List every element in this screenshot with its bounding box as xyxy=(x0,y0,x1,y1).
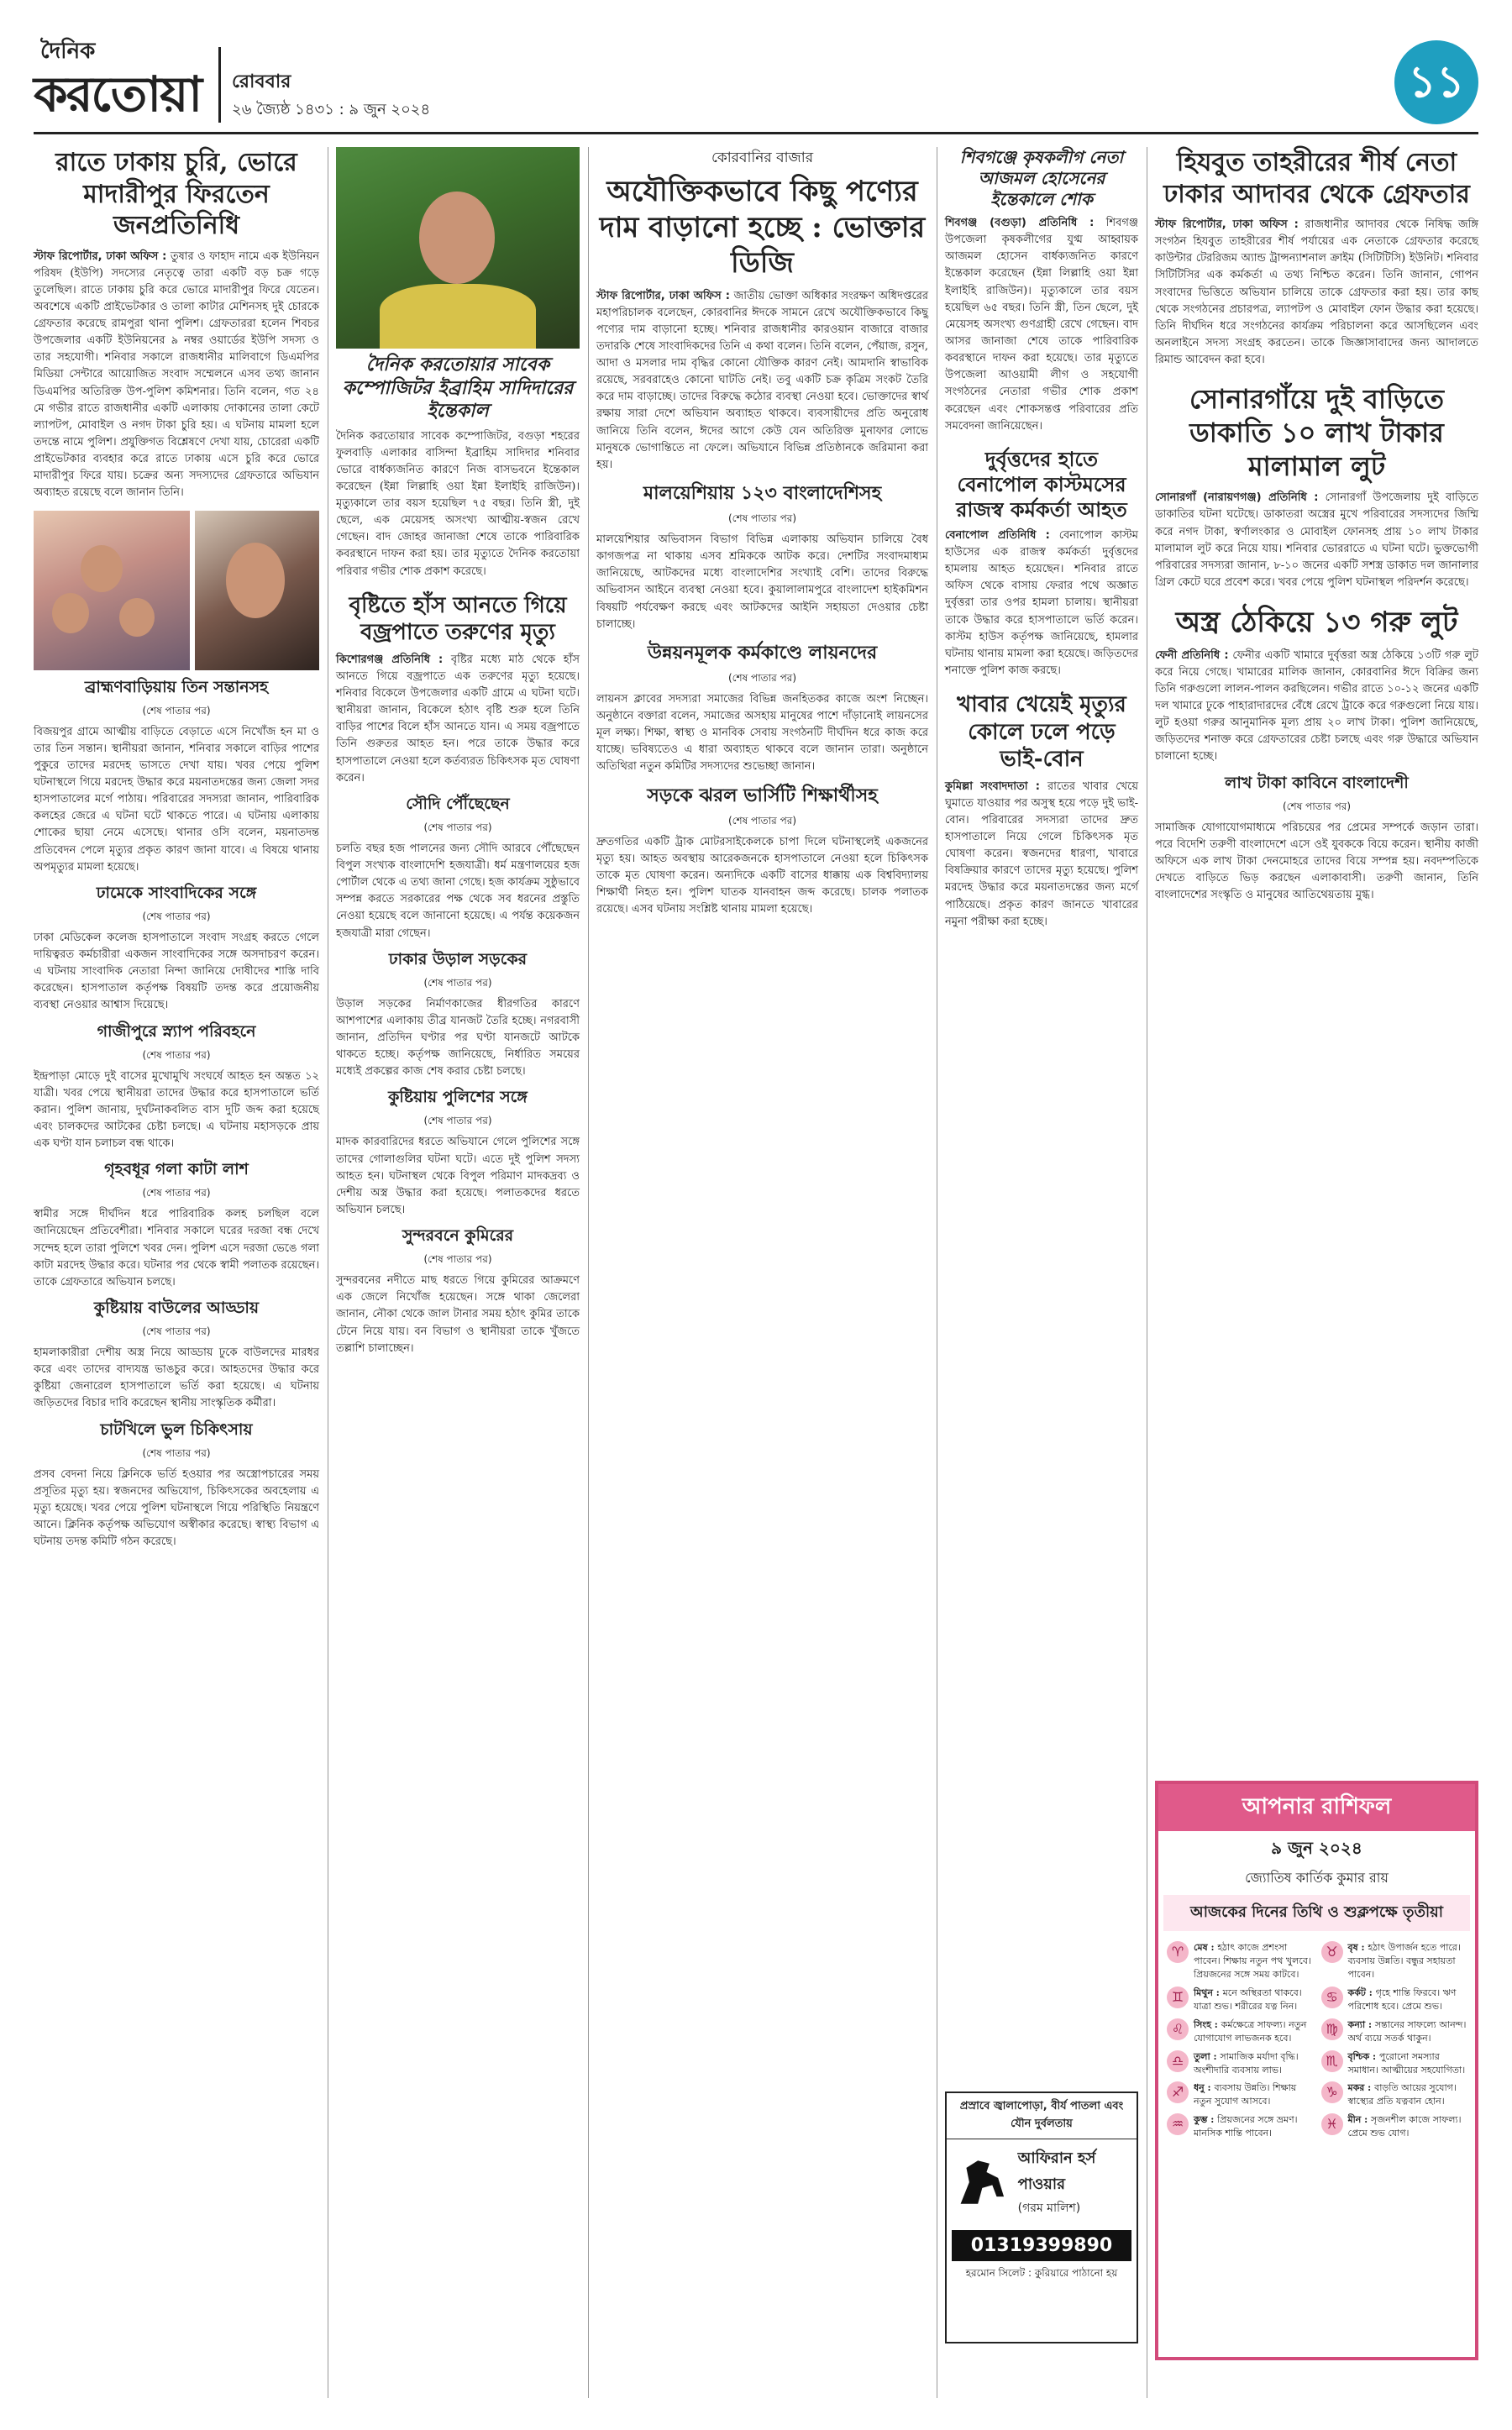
zodiac-icon: ♒ xyxy=(1167,2113,1189,2135)
horoscope-box xyxy=(1155,1781,1478,2360)
issue-date: ২৬ জ্যৈষ্ঠ ১৪৩১ : ৯ জুন ২০২৪ xyxy=(232,101,431,118)
zodiac-icon: ♉ xyxy=(1321,1941,1343,1963)
ad-footer: হরমোন সিলেট : কুরিয়ারে পাঠানো হয় xyxy=(965,2267,1118,2279)
zodiac-icon: ♑ xyxy=(1321,2081,1343,2103)
headline: কুষ্টিয়ায় পুলিশের সঙ্গে xyxy=(388,1088,528,1107)
woman-photo xyxy=(195,511,319,670)
advertisement xyxy=(945,2091,1138,2343)
newspaper-logo xyxy=(34,34,210,126)
article-body: রাজধানীর আদাবর থেকে নিষিদ্ধ জঙ্গি সংগঠন হিযবুত তাহরীরের শীর্ষ পর্যায়ের এক নেতাকে গ্রেফতার করেছে কাউন্টার টেররিজম অ্যান্ড ট্রান্সন্যাশনাল ক্রাইম (সিটিটিসি) ইউনিট। শনিবার সিটিটিসির এক কর্মকর্তা এ তথ্য নিশ্চিত করেন। তিনি জানান, গোপন সংবাদের ভিত্তিতে অভিযান চালিয়ে তাকে গ্রেফতার করা হয়। তার কাছ থেকে সংগঠনের প্রচারপত্র, ল্যাপটপ ও মোবাইল ফোন উদ্ধার করা হয়েছে। তিনি দীর্ঘদিন ধরে সংগঠনের কার্যক্রম পরিচালনা করে আসছিলেন এবং অনলাইনে সদস্য সংগ্রহ করতেন। তাকে জিজ্ঞাসাবাদের জন্য আদালতে রিমান্ড আবেদন করা হবে। xyxy=(1155,218,1478,367)
zodiac-name: মিথুন : xyxy=(1194,1987,1223,1998)
byline: স্টাফ রিপোর্টার, ঢাকা অফিস : xyxy=(596,289,730,302)
headline: রাতে ঢাকায় চুরি, ভোরে মাদারীপুর ফিরতেন জনপ্রতিনিধি xyxy=(55,148,297,240)
continued-label: (শেষ পাতার পর) xyxy=(142,1187,211,1199)
logo-small-text: দৈনিক xyxy=(40,39,96,64)
zodiac-item xyxy=(1321,2018,1467,2045)
headline: খাবার খেয়েই মৃত্যুর কোলে ঢলে পড়ে ভাই-বোন xyxy=(957,692,1126,773)
headline: ঢাকার উড়াল সড়কের xyxy=(388,949,528,968)
zodiac-text xyxy=(1348,2018,1467,2045)
article-body: বৃষ্টির মধ্যে মাঠ থেকে হাঁস আনতে গিয়ে বজ্রপাতে এক তরুণের মৃত্যু হয়েছে। শনিবার বিকেলে উপজেলার একটি গ্রামে এ ঘটনা ঘটে। স্থানীয়রা জানান, বিকেলে হঠাৎ বৃষ্টি শুরু হলে তিনি বাড়ির পাশের বিলে হাঁস আনতে যান। এ সময় বজ্রপাতে তিনি গুরুতর আহত হন। পরে তাকে উদ্ধার করে হাসপাতালে নেওয়া হলে কর্তব্যরত চিকিৎসক মৃত ঘোষণা করেন। xyxy=(336,653,580,785)
column-5 xyxy=(1155,147,1478,904)
zodiac-text xyxy=(1194,2113,1313,2140)
headline: উন্নয়নমূলক কর্মকাণ্ডে লায়নদের xyxy=(647,641,878,664)
zodiac-forecast: বাড়তি আয়ের সুযোগ। স্বাস্থ্যের প্রতি যত্নবান হোন। xyxy=(1347,2082,1457,2107)
zodiac-forecast: গৃহে শান্তি ফিরবে। ঋণ পরিশোধ হবে। প্রেমে শুভ। xyxy=(1347,1987,1457,2012)
continued-label: (শেষ পাতার পর) xyxy=(727,814,797,827)
headline: সড়কে ঝরল ভার্সিটি শিক্ষার্থীসহ xyxy=(647,784,878,806)
zodiac-name: মীন : xyxy=(1347,2114,1372,2126)
headline: বৃষ্টিতে হাঁস আনতে গিয়ে বজ্রপাতে তরুণের মৃত্যু xyxy=(349,592,567,646)
zodiac-forecast: মনে অস্থিরতা থাকবে। যাত্রা শুভ। শরীরের যত্ন নিন। xyxy=(1194,1987,1302,2012)
continued-label: (শেষ পাতার পর) xyxy=(142,910,211,922)
zodiac-name: ধনু : xyxy=(1194,2082,1215,2094)
column-2 xyxy=(336,147,580,1357)
zodiac-item xyxy=(1167,2050,1313,2077)
horoscope-author: জ্যোতিষ কার্তিক কুমার রায় xyxy=(1245,1870,1389,1886)
article-body: স্বামীর সঙ্গে দীর্ঘদিন ধরে পারিবারিক কলহ চলছিল বলে জানিয়েছেন প্রতিবেশীরা। শনিবার সকালে ঘরের দরজা বন্ধ দেখে সন্দেহ হলে তারা পুলিশে খবর দেন। পুলিশ এসে দরজা ভেঙে গলা কাটা মরদেহ উদ্ধার করে। ঘটনার পর থেকে স্বামী পলাতক রয়েছেন। তাকে গ্রেফতারে অভিযান চলছে। xyxy=(34,1208,319,1288)
article-body: দৈনিক করতোয়ার সাবেক কম্পোজিটর, বগুড়া শহরের ফুলবাড়ি এলাকার বাসিন্দা ইব্রাহিম সাদিদার শনিবার ভোরে বার্ধক্যজনিত কারণে নিজ বাসভবনে ইন্তেকাল করেছেন (ইন্না লিল্লাহি ওয়া ইন্না ইলাইহি রাজিউন)। মৃত্যুকালে তার বয়স হয়েছিল ৭৫ বছর। তিনি স্ত্রী, দুই ছেলে, এক মেয়েসহ অসংখ্য আত্মীয়-স্বজন রেখে গেছেন। বাদ জোহর জানাজা শেষে তাকে পারিবারিক কবরস্থানে দাফন করা হয়। তার মৃত্যুতে দৈনিক করতোয়া পরিবার গভীর শোক প্রকাশ করেছে। xyxy=(336,429,580,578)
zodiac-text xyxy=(1194,2050,1313,2077)
zodiac-icon: ♍ xyxy=(1321,2018,1343,2040)
article-body: সামাজিক যোগাযোগমাধ্যমে পরিচয়ের পর প্রেমের সম্পর্কে জড়ান তারা। পরে বিদেশি তরুণী বাংলাদেশে এসে ওই যুবককে বিয়ে করেন। স্থানীয় কাজী অফিসে এক লাখ টাকা দেনমোহরে তাদের বিয়ে সম্পন্ন হয়। নবদম্পতিকে দেখতে বাড়িতে ভিড় করছেন এলাকাবাসী। তরুণী জানান, তিনি বাংলাদেশের সংস্কৃতি ও মানুষের আতিথেয়তায় মুগ্ধ। xyxy=(1155,821,1478,902)
article-body: মালয়েশিয়ার অভিবাসন বিভাগ বিভিন্ন এলাকায় অভিযান চালিয়ে বৈধ কাগজপত্র না থাকায় এসব শ্রমিককে আটক করে। দেশটির সংবাদমাধ্যম জানিয়েছে, আটকদের মধ্যে বাংলাদেশির সংখ্যাই বেশি। তাদের বিরুদ্ধে অভিবাসন আইনে ব্যবস্থা নেওয়া হবে। কুয়ালালামপুরে বাংলাদেশ হাইকমিশন বিষয়টি পর্যবেক্ষণ করছে এবং আটকদের আইনি সহায়তা দেওয়ার চেষ্টা চালাচ্ছে। xyxy=(596,533,928,631)
headline: চাটখিলে ভুল চিকিৎসায় xyxy=(100,1420,253,1439)
headline: দুর্বৃত্তদের হাতে বেনাপোল কাস্টমসের রাজস্ব কর্মকর্তা আহত xyxy=(956,446,1127,522)
article-body: সোনারগাঁ উপজেলায় দুই বাড়িতে ডাকাতির ঘটনা ঘটেছে। ডাকাতরা অস্ত্রের মুখে পরিবারের সদস্যদের জিম্মি করে নগদ টাকা, স্বর্ণালংকার ও মোবাইল ফোনসহ প্রায় ১০ লাখ টাকার মালামাল লুট করে নিয়ে যায়। শনিবার ভোররাতে এ ঘটনা ঘটে। ভুক্তভোগী পরিবারের সদস্যরা জানান, ৮-১০ জনের একটি সশস্ত্র ডাকাত দল জানালার গ্রিল কেটে ঘরে প্রবেশ করে। খবর পেয়ে পুলিশ ঘটনাস্থল পরিদর্শন করেছে। xyxy=(1155,491,1478,589)
horse-icon xyxy=(953,2149,1011,2216)
zodiac-name: কন্যা : xyxy=(1347,2018,1375,2030)
zodiac-text xyxy=(1194,1987,1313,2013)
zodiac-forecast: প্রিয়জনের সঙ্গে ভ্রমণ। মানসিক শান্তি পাবেন। xyxy=(1194,2114,1298,2139)
article-body: বিজয়পুর গ্রামে আত্মীয় বাড়িতে বেড়াতে এসে নিখোঁজ হন মা ও তার তিন সন্তান। স্থানীয়রা জানান, শনিবার সকালে বাড়ির পাশের পুকুরে তাদের মরদেহ ভাসতে দেখা যায়। খবর পেয়ে পুলিশ ঘটনাস্থলে গিয়ে মরদেহ উদ্ধার করে ময়নাতদন্তের জন্য জেলা সদর হাসপাতালের মর্গে পাঠায়। পরিবারের সদস্যরা জানান, পারিবারিক কলহের জেরে এ ঘটনা ঘটে থাকতে পারে। এ ঘটনায় এলাকায় শোকের ছায়া নেমে এসেছে। থানার ওসি বলেন, ময়নাতদন্ত প্রতিবেদন পেলে মৃত্যুর প্রকৃত কারণ জানা যাবে। এ বিষয়ে থানায় অপমৃত্যুর মামলা হয়েছে। xyxy=(34,725,319,874)
headline: অস্ত্র ঠেকিয়ে ১৩ গরু লুট xyxy=(1175,606,1458,640)
continued-label: (শেষ পাতার পর) xyxy=(142,1048,211,1061)
zodiac-icon: ♎ xyxy=(1167,2050,1189,2072)
zodiac-name: কুম্ভ : xyxy=(1194,2114,1218,2126)
article-body: দ্রুতগতির একটি ট্রাক মোটরসাইকেলকে চাপা দিলে ঘটনাস্থলেই একজনের মৃত্যু হয়। আহত অবস্থায় আরেকজনকে হাসপাতালে নেওয়া হলে চিকিৎসক তাকে মৃত ঘোষণা করেন। অন্যদিকে একটি বাসের ধাক্কায় এক বিশ্ববিদ্যালয় শিক্ষার্থী নিহত হন। পুলিশ ঘাতক যানবাহন জব্দ করেছে। চালক পলাতক রয়েছে। এসব ঘটনায় সংশ্লিষ্ট থানায় মামলা হয়েছে। xyxy=(596,835,928,916)
continued-label: (শেষ পাতার পর) xyxy=(423,1253,492,1266)
zodiac-text xyxy=(1348,1987,1467,2013)
kicker: কোরবানির বাজার xyxy=(711,150,814,166)
horoscope-title: আপনার রাশিফল xyxy=(1158,1784,1475,1831)
zodiac-text xyxy=(1348,2113,1467,2140)
column-1 xyxy=(34,147,319,1551)
byline: স্টাফ রিপোর্টার, ঢাকা অফিস : xyxy=(34,249,167,263)
obituary-headline: দৈনিক করতোয়ার সাবেক কম্পোজিটর ইব্রাহিম সাদিদারের ইন্তেকাল xyxy=(342,354,574,422)
zodiac-text xyxy=(1348,2050,1467,2077)
continued-label: (শেষ পাতার পর) xyxy=(1282,800,1352,812)
article-body: ইন্দ্রপাড়া মোড়ে দুই বাসের মুখোমুখি সংঘর্ষে আহত হন অন্তত ১২ যাত্রী। খবর পেয়ে স্থানীয়রা তাদের উদ্ধার করে হাসপাতালে ভর্তি করান। পুলিশ জানায়, দুর্ঘটনাকবলিত বাস দুটি জব্দ করা হয়েছে এবং চালকদের আটকের চেষ্টা চলছে। এ ঘটনায় মহাসড়কে প্রায় এক ঘণ্টা যান চলাচল বন্ধ থাকে। xyxy=(34,1069,319,1151)
byline: ফেনী প্রতিনিধি : xyxy=(1155,648,1229,662)
column-4 xyxy=(945,147,1138,931)
zodiac-forecast: সন্তানের সাফল্যে আনন্দ। অর্থ ব্যয়ে সতর্ক থাকুন। xyxy=(1347,2018,1467,2044)
ad-tagline: প্রস্রাবে জ্বালাপোড়া, বীর্য পাতলা এবং যৌন দুর্বলতায় xyxy=(947,2093,1137,2139)
horoscope-tithi: আজকের দিনের তিথি ও শুক্লপক্ষে তৃতীয়া xyxy=(1163,1895,1470,1931)
headline: হিযবুত তাহরীরের শীর্ষ নেতা ঢাকার আদাবর থেকে গ্রেফতার xyxy=(1163,148,1470,209)
article-body: তুষার ও ফাহাদ নামে এক ইউনিয়ন পরিষদ (ইউপি) সদস্যের নেতৃত্বে তারা একটি বড় চক্র গড়ে তুলেছিল। রাতে ঢাকায় চুরি করে ভোরে মাদারীপুর ফিরে যেতেন। অবশেষে একটি প্রাইভেটকার ও তালা কাটার মেশিনসহ দুই চোরকে গ্রেফতার করেছে রামপুরা থানা পুলিশ। গ্রেফতাররা হলেন শিবচর উপজেলার একটি ইউনিয়নের ৯ নম্বর ওয়ার্ডের ইউপি সদস্য ও তার সহযোগী। শনিবার সকালে রাজধানীর মালিবাগে ডিএমপির মিডিয়া সেন্টারে আয়োজিত সংবাদ সম্মেলনে এসব তথ্য জানান ডিএমপির অতিরিক্ত উপ-পুলিশ কমিশনার। তিনি বলেন, গত ২৪ মে গভীর রাতে রাজধানীর একটি এলাকায় দোকানের তালা কেটে ল্যাপটপ, মোবাইল ও নগদ টাকা চুরি হয়। এ ঘটনায় মামলা হলে তদন্তে নামে পুলিশ। প্রযুক্তিগত বিশ্লেষণে দেখা যায়, চোরেরা একটি প্রাইভেটকার ব্যবহার করে রাতে ঢাকায় এসে চুরি করে ভোরে মাদারীপুর ফিরে যায়। চক্রের অন্য সদস্যদের গ্রেফতারে অভিযান অব্যাহত রয়েছে বলে জানান তিনি। xyxy=(34,249,319,500)
headline: সুন্দরবনে কুমিরের xyxy=(402,1226,514,1246)
headline: সৌদি পৌঁছেছেন xyxy=(406,794,510,813)
zodiac-icon: ♈ xyxy=(1167,1941,1189,1963)
zodiac-name: মকর : xyxy=(1347,2082,1375,2094)
zodiac-text xyxy=(1348,1941,1467,1981)
column-3 xyxy=(596,147,928,918)
zodiac-name: সিংহ : xyxy=(1194,2018,1221,2030)
article xyxy=(34,147,319,502)
article-body: সুন্দরবনের নদীতে মাছ ধরতে গিয়ে কুমিরের আক্রমণে এক জেলে নিখোঁজ হয়েছেন। সঙ্গে থাকা জেলেরা জানান, নৌকা থেকে জাল টানার সময় হঠাৎ কুমির তাকে টেনে নিয়ে যায়। বন বিভাগ ও স্থানীয়রা তাকে খুঁজতে তল্লাশি চালাচ্ছেন। xyxy=(336,1274,580,1355)
zodiac-forecast: পুরোনো সমস্যার সমাধান। আত্মীয়ের সহযোগিতা। xyxy=(1347,2050,1466,2076)
zodiac-name: বৃষ : xyxy=(1347,1942,1368,1953)
ad-subtitle: (গরম মালিশ) xyxy=(1017,2202,1081,2215)
zodiac-forecast: হঠাৎ কাজে প্রশংসা পাবেন। শিক্ষায় নতুন পথ খুলবে। প্রিয়জনের সঙ্গে সময় কাটবে। xyxy=(1194,1942,1311,1980)
zodiac-forecast: সৃজনশীল কাজে সাফল্য। প্রেমে শুভ যোগ। xyxy=(1347,2114,1462,2139)
zodiac-item xyxy=(1167,1941,1313,1981)
zodiac-list xyxy=(1158,1936,1475,2145)
zodiac-item xyxy=(1321,1987,1467,2013)
issue-day: রোববার xyxy=(232,71,291,92)
zodiac-icon: ♓ xyxy=(1321,2113,1343,2135)
zodiac-icon: ♏ xyxy=(1321,2050,1343,2072)
horoscope-date: ৯ জুন ২০২৪ xyxy=(1271,1838,1362,1858)
zodiac-text xyxy=(1194,2018,1313,2045)
article-body: উড়াল সড়কের নির্মাণকাজের ধীরগতির কারণে আশপাশের এলাকায় তীব্র যানজট তৈরি হচ্ছে। নগরবাসী জানান, প্রতিদিন ঘণ্টার পর ঘণ্টা যানজটে আটকে থাকতে হচ্ছে। কর্তৃপক্ষ জানিয়েছে, নির্ধারিত সময়ের মধ্যেই প্রকল্পের কাজ শেষ করার চেষ্টা চলছে। xyxy=(336,997,580,1079)
zodiac-item xyxy=(1321,2050,1467,2077)
masthead xyxy=(34,34,1478,134)
headline: ব্রাহ্মণবাড়িয়ায় তিন সন্তানসহ xyxy=(84,677,269,696)
byline: কিশোরগঞ্জ প্রতিনিধি : xyxy=(336,653,444,666)
zodiac-item xyxy=(1167,1987,1313,2013)
headline: অযৌক্তিকভাবে কিছু পণ্যের দাম বাড়ানো হচ্ছে : ভোক্তার ডিজি xyxy=(599,175,926,280)
photo-row xyxy=(34,511,319,670)
article-body: বেনাপোল কাস্টম হাউসের এক রাজস্ব কর্মকর্তা দুর্বৃত্তদের হামলায় আহত হয়েছেন। শনিবার রাতে অফিস থেকে বাসায় ফেরার পথে অজ্ঞাত দুর্বৃত্তরা তার ওপর হামলা চালায়। স্থানীয়রা তাকে উদ্ধার করে হাসপাতালে ভর্তি করেন। কাস্টম হাউস কর্তৃপক্ষ জানিয়েছে, হামলার ঘটনায় থানায় মামলা করা হয়েছে। জড়িতদের শনাক্তে পুলিশ কাজ করছে। xyxy=(945,528,1138,677)
byline: শিবগঞ্জ (বগুড়া) প্রতিনিধি : xyxy=(945,217,1095,229)
zodiac-text xyxy=(1194,2081,1313,2108)
zodiac-forecast: হঠাৎ উপার্জন হতে পারে। ব্যবসায় উন্নতি। বন্ধুর সহায়তা পাবেন। xyxy=(1347,1942,1461,1980)
article-body: জাতীয় ভোক্তা অধিকার সংরক্ষণ অধিদপ্তরের মহাপরিচালক বলেছেন, কোরবানির ঈদকে সামনে রেখে অযৌক্তিকভাবে কিছু পণ্যের দাম বাড়ানো হচ্ছে। শনিবার রাজধানীর কারওয়ান বাজারে বাজার তদারকি শেষে সাংবাদিকদের তিনি এ কথা বলেন। তিনি বলেন, পেঁয়াজ, রসুন, আদা ও মসলার দাম বৃদ্ধির কোনো যৌক্তিক কারণ নেই। আমদানি স্বাভাবিক রয়েছে, সরবরাহেও কোনো ঘাটতি নেই। তবু একটি চক্র কৃত্রিম সংকট তৈরি করে দাম বাড়াচ্ছে। তাদের বিরুদ্ধে কঠোর ব্যবস্থা নেওয়া হবে। ভোক্তাদের স্বার্থ রক্ষায় সারা দেশে অভিযান অব্যাহত থাকবে। ব্যবসায়ীদের প্রতি অনুরোধ জানিয়ে তিনি বলেন, ঈদের আগে কেউ যেন অতিরিক্ত মুনাফার লোভে মানুষকে ভোগান্তিতে না ফেলে। অভিযানে বিভিন্ন প্রতিষ্ঠানকে জরিমানা করা হয়। xyxy=(596,289,929,471)
headline: ঢামেকে সাংবাদিকের সঙ্গে xyxy=(96,883,257,902)
continued-label: (শেষ পাতার পর) xyxy=(142,1446,211,1459)
page-number: ১১ xyxy=(1394,40,1478,124)
zodiac-item xyxy=(1167,2081,1313,2108)
continued-label: (শেষ পাতার পর) xyxy=(423,1115,492,1127)
headline: শিবগঞ্জে কৃষকলীগ নেতা আজমল হোসেনের ইন্তেকালে শোক xyxy=(959,147,1124,209)
article-body: প্রসব বেদনা নিয়ে ক্লিনিকে ভর্তি হওয়ার পর অস্ত্রোপচারের সময় প্রসূতির মৃত্যু হয়। স্বজনদের অভিযোগ, চিকিৎসকের অবহেলায় এ মৃত্যু হয়েছে। খবর পেয়ে পুলিশ ঘটনাস্থলে গিয়ে পরিস্থিতি নিয়ন্ত্রণে আনে। ক্লিনিক কর্তৃপক্ষ অভিযোগ অস্বীকার করেছে। স্বাস্থ্য বিভাগ এ ঘটনায় তদন্ত কমিটি গঠন করেছে। xyxy=(34,1467,319,1549)
zodiac-forecast: কর্মক্ষেত্রে সাফল্য। নতুন যোগাযোগ লাভজনক হবে। xyxy=(1194,2018,1307,2044)
zodiac-text xyxy=(1194,1941,1313,1981)
zodiac-name: কর্কট : xyxy=(1347,1987,1376,1998)
headline: কুষ্টিয়ায় বাউলের আড্ডায় xyxy=(93,1298,260,1317)
byline: স্টাফ রিপোর্টার, ঢাকা অফিস : xyxy=(1155,218,1299,231)
zodiac-icon: ♊ xyxy=(1167,1987,1189,2008)
headline: সোনারগাঁয়ে দুই বাড়িতে ডাকাতি ১০ লাখ টাকার মালামাল লুট xyxy=(1189,383,1445,483)
zodiac-item xyxy=(1321,2081,1467,2108)
byline: কুমিল্লা সংবাদদাতা : xyxy=(945,779,1041,793)
article-body: লায়নস ক্লাবের সদস্যরা সমাজের বিভিন্ন জনহিতকর কাজে অংশ নিচ্ছেন। অনুষ্ঠানে বক্তারা বলেন, সমাজের অসহায় মানুষের পাশে দাঁড়ানোই লায়নসের মূল লক্ষ্য। শিক্ষা, স্বাস্থ্য ও মানবিক সেবায় সংগঠনটি দীর্ঘদিন ধরে কাজ করে যাচ্ছে। ভবিষ্যতেও এ ধারা অব্যাহত থাকবে বলে জানান তারা। অনুষ্ঠানে অতিথিরা নতুন কমিটির সদস্যদের শুভেচ্ছা জানান। xyxy=(596,692,928,774)
zodiac-icon: ♋ xyxy=(1321,1987,1343,2008)
zodiac-name: তুলা : xyxy=(1194,2050,1221,2062)
headline: মালয়েশিয়ায় ১২৩ বাংলাদেশিসহ xyxy=(643,482,882,505)
children-photo xyxy=(34,511,190,670)
ad-brand: আফিরান হর্স পাওয়ার xyxy=(1017,2149,1096,2193)
continued-label: (শেষ পাতার পর) xyxy=(727,512,797,525)
byline: সোনারগাঁ (নারায়ণগঞ্জ) প্রতিনিধি : xyxy=(1155,491,1319,505)
headline: গাজীপুরে স্ন্যাপ পরিবহনে xyxy=(97,1021,256,1041)
article-body: ফেনীর একটি খামারে দুর্বৃত্তরা অস্ত্র ঠেকিয়ে ১৩টি গরু লুট করে নিয়ে গেছে। খামারের মালিক জানান, কোরবানির ঈদে বিক্রির জন্য তিনি গরুগুলো লালন-পালন করছিলেন। গভীর রাতে ১০-১২ জনের একটি দল খামারে ঢুকে পাহারাদারদের বেঁধে রেখে ট্রাকে করে গরুগুলো নিয়ে যায়। লুট হওয়া গরুর আনুমানিক মূল্য প্রায় ২০ লাখ টাকা। পুলিশ জানিয়েছে, জড়িতদের শনাক্ত করে গ্রেফতারের চেষ্টা চলছে এবং গরু উদ্ধারে অভিযান চালানো হচ্ছে। xyxy=(1155,648,1478,764)
article-body: রাতের খাবার খেয়ে ঘুমাতে যাওয়ার পর অসুস্থ হয়ে পড়ে দুই ভাই-বোন। পরিবারের সদস্যরা তাদের দ্রুত হাসপাতালে নিয়ে গেলে চিকিৎসক মৃত ঘোষণা করেন। স্বজনদের ধারণা, খাবারে বিষক্রিয়ার কারণে তাদের মৃত্যু হয়েছে। পুলিশ মরদেহ উদ্ধার করে ময়নাতদন্তের জন্য মর্গে পাঠিয়েছে। প্রকৃত কারণ জানতে খাবারের নমুনা পরীক্ষা করা হচ্ছে। xyxy=(945,779,1138,928)
article-body: চলতি বছর হজ পালনের জন্য সৌদি আরবে পৌঁছেছেন বিপুল সংখ্যক বাংলাদেশি হজযাত্রী। ধর্ম মন্ত্রণালয়ের হজ পোর্টাল থেকে এ তথ্য জানা গেছে। হজ কার্যক্রম সুষ্ঠুভাবে সম্পন্ন করতে সরকারের পক্ষ থেকে সব ধরনের প্রস্তুতি নেওয়া হয়েছে বলে জানানো হয়েছে। এ পর্যন্ত কয়েকজন হজযাত্রী মারা গেছেন। xyxy=(336,842,580,940)
obituary-photo xyxy=(336,147,580,349)
article-body: ঢাকা মেডিকেল কলেজ হাসপাতালে সংবাদ সংগ্রহ করতে গেলে দায়িত্বরত কর্মচারীরা একজন সাংবাদিকের সঙ্গে অসদাচরণ করেন। এ ঘটনায় সাংবাদিক নেতারা নিন্দা জানিয়ে দোষীদের শাস্তি দাবি করেছেন। হাসপাতাল কর্তৃপক্ষ বিষয়টি তদন্ত করে প্রয়োজনীয় ব্যবস্থা নেওয়ার আশ্বাস দিয়েছে। xyxy=(34,931,319,1012)
zodiac-item xyxy=(1167,2113,1313,2140)
headline: গৃহবধূর গলা কাটা লাশ xyxy=(104,1160,249,1179)
zodiac-item xyxy=(1321,2113,1467,2140)
continued-label: (শেষ পাতার পর) xyxy=(142,1325,211,1337)
zodiac-text xyxy=(1348,2081,1467,2108)
zodiac-icon: ♌ xyxy=(1167,2018,1189,2040)
byline: বেনাপোল প্রতিনিধি : xyxy=(945,528,1050,542)
masthead-divider xyxy=(218,47,221,123)
zodiac-icon: ♐ xyxy=(1167,2081,1189,2103)
continued-label: (শেষ পাতার পর) xyxy=(423,976,492,989)
continued-label: (শেষ পাতার পর) xyxy=(142,704,211,716)
continued-label: (শেষ পাতার পর) xyxy=(727,671,797,684)
zodiac-name: বৃশ্চিক : xyxy=(1347,2050,1379,2062)
article-body: হামলাকারীরা দেশীয় অস্ত্র নিয়ে আড্ডায় ঢুকে বাউলদের মারধর করে এবং তাদের বাদ্যযন্ত্র ভাঙচুর করে। আহতদের উদ্ধার করে কুষ্টিয়া জেনারেল হাসপাতালে ভর্তি করা হয়েছে। এ ঘটনায় জড়িতদের বিচার দাবি করেছেন স্থানীয় সাংস্কৃতিক কর্মীরা। xyxy=(34,1346,319,1410)
zodiac-forecast: ব্যবসায় উন্নতি। শিক্ষায় নতুন সুযোগ আসবে। xyxy=(1194,2082,1297,2107)
article-body: শিবগঞ্জ উপজেলা কৃষকলীগের যুগ্ম আহ্বায়ক আজমল হোসেন বার্ধক্যজনিত কারণে ইন্তেকাল করেছেন (ইন্না লিল্লাহি ওয়া ইন্না ইলাইহি রাজিউন)। মৃত্যুকালে তার বয়স হয়েছিল ৬৫ বছর। তিনি স্ত্রী, তিন ছেলে, দুই মেয়েসহ অসংখ্য গুণগ্রাহী রেখে গেছেন। বাদ আসর জানাজা শেষে তাকে পারিবারিক কবরস্থানে দাফন করা হয়েছে। তার মৃত্যুতে উপজেলা আওয়ামী লীগ ও সহযোগী সংগঠনের নেতারা গভীর শোক প্রকাশ করেছেন এবং শোকসন্তপ্ত পরিবারের প্রতি সমবেদনা জানিয়েছেন। xyxy=(945,217,1138,433)
logo-big-text: করতোয়া xyxy=(34,66,202,123)
zodiac-item xyxy=(1321,1941,1467,1981)
zodiac-item xyxy=(1167,2018,1313,2045)
column-divider xyxy=(588,147,589,2398)
article-body: মাদক কারবারিদের ধরতে অভিযানে গেলে পুলিশের সঙ্গে তাদের গোলাগুলির ঘটনা ঘটে। এতে দুই পুলিশ সদস্য আহত হন। ঘটনাস্থল থেকে বিপুল পরিমাণ মাদকদ্রব্য ও দেশীয় অস্ত্র উদ্ধার করা হয়েছে। পলাতকদের ধরতে অভিযান চলছে। xyxy=(336,1136,580,1216)
zodiac-name: মেষ : xyxy=(1194,1942,1218,1953)
headline: লাখ টাকা কাবিনে বাংলাদেশী xyxy=(1225,773,1409,792)
continued-label: (শেষ পাতার পর) xyxy=(423,821,492,833)
ad-phone[interactable]: 01319399890 xyxy=(952,2230,1131,2261)
zodiac-forecast: সামাজিক মর্যাদা বৃদ্ধি। অংশীদারি ব্যবসায় লাভ। xyxy=(1194,2050,1299,2076)
